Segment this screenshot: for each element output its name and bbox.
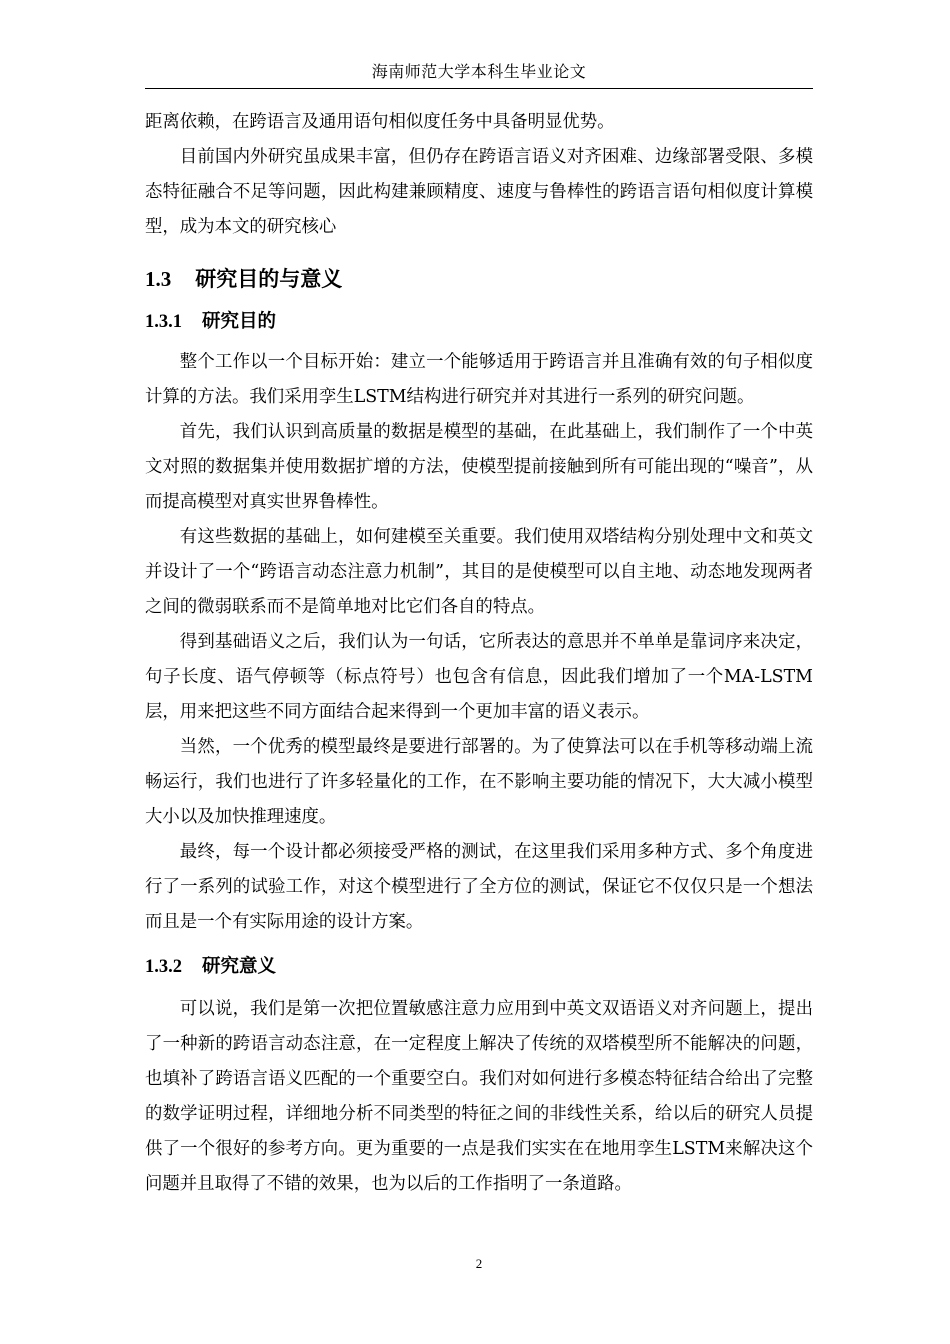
body-paragraph: 得到基础语义之后，我们认为一句话，它所表达的意思并不单单是靠词序来决定，句子长度、语气停顿等（标点符号）也包含有信息，因此我们增加了一个MA-LSTM层，用来把这些不同方面结合起来得到一个更加丰富的语义表示。: [145, 632, 813, 722]
subsection-number: 1.3.2: [145, 957, 182, 977]
page-body: [145, 105, 813, 1202]
subsection-heading: [145, 307, 813, 337]
page-number: 2: [475, 1256, 483, 1271]
running-header: 海南师范大学本科生毕业论文: [371, 62, 587, 81]
subsection-title: 研究目的: [202, 311, 277, 332]
body-paragraph: 最终，每一个设计都必须接受严格的测试，在这里我们采用多种方式、多个角度进行了一系列的试验工作，对这个模型进行了全方位的测试，保证它不仅仅只是一个想法而且是一个有实际用途的设计方案。: [145, 842, 813, 932]
body-paragraph: 有这些数据的基础上，如何建模至关重要。我们使用双塔结构分别处理中文和英文并设计了一个“跨语言动态注意力机制”，其目的是使模型可以自主地、动态地发现两者之间的微弱联系而不是简单地对比它们各自的特点。: [145, 527, 813, 617]
body-paragraph: 整个工作以一个目标开始：建立一个能够适用于跨语言并且准确有效的句子相似度计算的方法。我们采用孪生LSTM结构进行研究并对其进行一系列的研究问题。: [145, 352, 813, 407]
body-paragraph: 当然，一个优秀的模型最终是要进行部署的。为了使算法可以在手机等移动端上流畅运行，我们也进行了许多轻量化的工作，在不影响主要功能的情况下，大大减小模型大小以及加快推理速度。: [145, 737, 813, 827]
subsection-number: 1.3.1: [145, 312, 182, 332]
section-number: 1.3: [145, 267, 172, 291]
body-paragraph: 可以说，我们是第一次把位置敏感注意力应用到中英文双语语义对齐问题上，提出了一种新的跨语言动态注意，在一定程度上解决了传统的双塔模型所不能解决的问题，也填补了跨语言语义匹配的一个重要空白。我们对如何进行多模态特征结合给出了完整的数学证明过程，详细地分析不同类型的特征之间的非线性关系，给以后的研究人员提供了一个很好的参考方向。更为重要的一点是我们实实在在地用孪生LSTM来解决这个问题并且取得了不错的效果，也为以后的工作指明了一条道路。: [145, 999, 813, 1194]
body-paragraph: 首先，我们认识到高质量的数据是模型的基础，在此基础上，我们制作了一个中英文对照的数据集并使用数据扩增的方法，使模型提前接触到所有可能出现的“噪音”，从而提高模型对真实世界鲁棒性。: [145, 422, 813, 512]
section-title: 研究目的与意义: [195, 266, 343, 291]
body-paragraph: 距离依赖，在跨语言及通用语句相似度任务中具备明显优势。: [145, 112, 615, 132]
section-heading: [145, 264, 813, 294]
subsection-heading: [145, 952, 813, 982]
body-paragraph: 目前国内外研究虽成果丰富，但仍存在跨语言语义对齐困难、边缘部署受限、多模态特征融合不足等问题，因此构建兼顾精度、速度与鲁棒性的跨语言语句相似度计算模型，成为本文的研究核心: [145, 147, 813, 237]
header-divider: [145, 88, 813, 89]
subsection-title: 研究意义: [202, 956, 277, 977]
